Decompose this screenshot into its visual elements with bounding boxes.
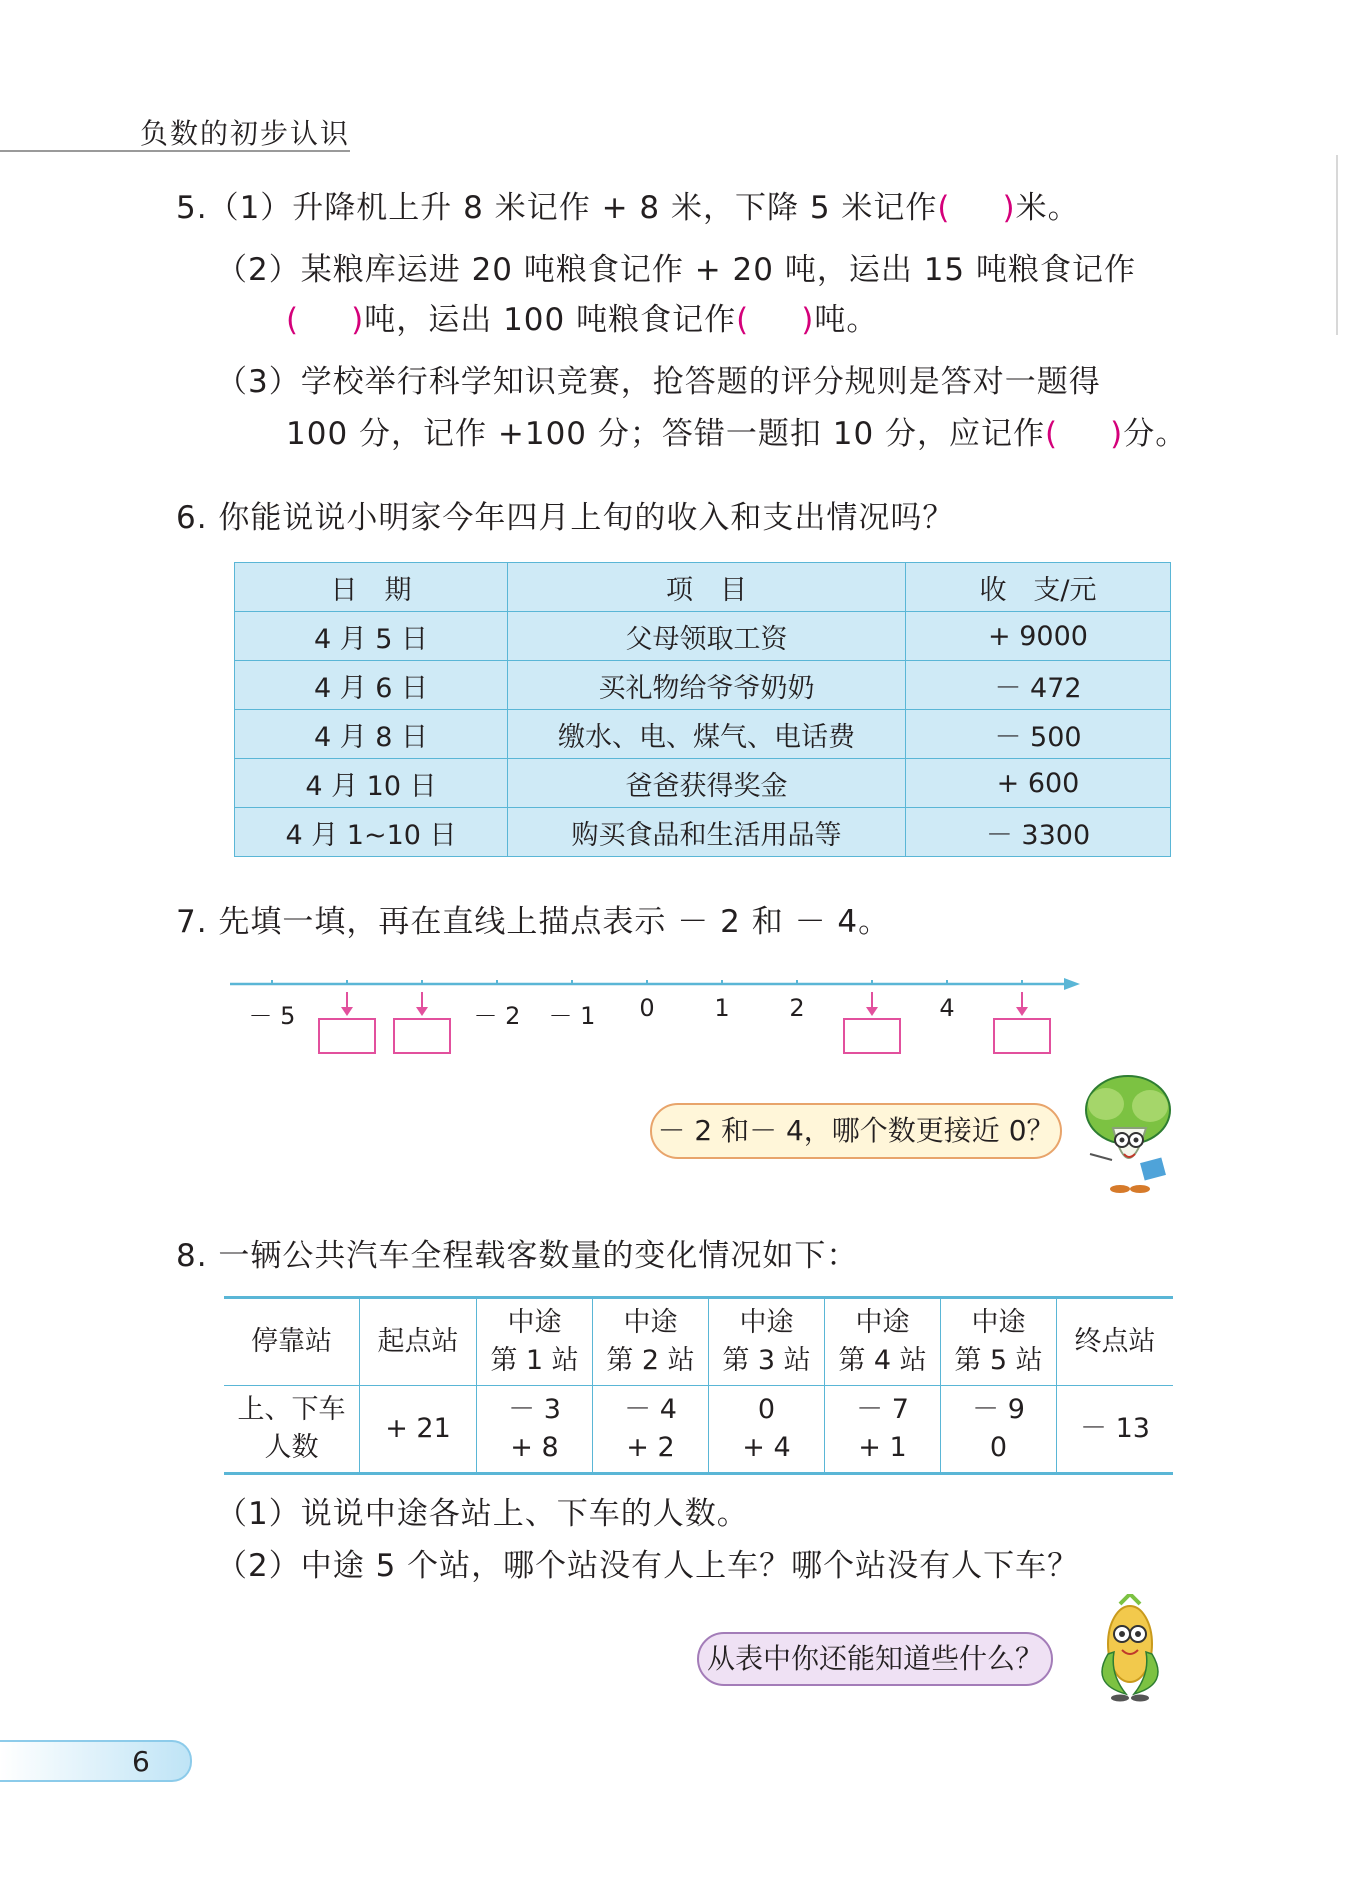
item-cell: 爸爸获得奖金 — [508, 759, 906, 808]
q7-title: 7. 先填一填，再在直线上描点表示 － 2 和 － 4。 — [176, 904, 891, 940]
number-line — [228, 970, 1088, 1000]
q5-part3-line2 — [286, 414, 1187, 454]
pink-arrow-icon — [1021, 992, 1023, 1008]
header-cell: 中途 第 3 站 — [709, 1298, 825, 1386]
blank-open-paren: ( — [1045, 416, 1059, 452]
amount-cell: － 3300 — [906, 808, 1171, 857]
header-cell: 中途 第 1 站 — [477, 1298, 593, 1386]
tick-label: － 1 — [548, 1002, 596, 1030]
q5-part2-line1: （2）某粮库运进 20 吨粮食记作 + 20 吨，运出 15 吨粮食记作 — [216, 252, 1137, 288]
value-cell: － 3 + 8 — [477, 1386, 593, 1474]
q5-part3-line1: （3）学校举行科学知识竞赛，抢答题的评分规则是答对一题得 — [216, 364, 1101, 400]
value-cell: + 21 — [360, 1386, 477, 1474]
fill-in-box[interactable] — [318, 1018, 376, 1054]
table-row — [235, 710, 1171, 759]
table-header-row — [235, 563, 1171, 612]
page-number: 6 — [132, 1745, 150, 1778]
q5-part1 — [176, 188, 1080, 228]
table-row — [224, 1386, 1173, 1474]
q8-sub2: （2）中途 5 个站，哪个站没有人上车？哪个站没有人下车？ — [216, 1548, 1080, 1584]
date-cell: 4 月 6 日 — [235, 661, 508, 710]
speech-bubble-question: 从表中你还能知道些什么？ — [697, 1632, 1053, 1686]
header-cell: 中途 第 2 站 — [593, 1298, 709, 1386]
header-cell: 中途 第 5 站 — [941, 1298, 1057, 1386]
header-cell: 日 期 — [235, 563, 508, 612]
date-cell: 4 月 1~10 日 — [235, 808, 508, 857]
header-rule — [0, 150, 350, 152]
amount-cell: － 500 — [906, 710, 1171, 759]
q5-part3-unit: 分。 — [1123, 416, 1188, 452]
blank-open-paren: ( — [286, 302, 300, 338]
blank-open-paren: ( — [937, 190, 951, 226]
value-cell: － 13 — [1057, 1386, 1174, 1474]
corn-mascot-icon — [1080, 1594, 1176, 1702]
margin-rule — [1336, 155, 1338, 335]
blank-close-paren: ) — [1110, 416, 1124, 452]
amount-cell: － 472 — [906, 661, 1171, 710]
running-header: 负数的初步认识 — [140, 117, 351, 150]
item-cell: 买礼物给爷爷奶奶 — [508, 661, 906, 710]
fill-in-box[interactable] — [393, 1018, 451, 1054]
q5-part1-text: 5.（1）升降机上升 8 米记作 + 8 米，下降 5 米记作 — [176, 190, 938, 226]
q5-part3-text: 100 分，记作 +100 分；答错一题扣 10 分，应记作 — [286, 416, 1046, 452]
header-cell: 项 目 — [508, 563, 906, 612]
blank-close-paren: ) — [1002, 190, 1016, 226]
tick-label: － 2 — [473, 1002, 521, 1030]
value-cell: － 4 + 2 — [593, 1386, 709, 1474]
header-cell: 收 支/元 — [906, 563, 1171, 612]
q5-part2-line2 — [286, 300, 878, 340]
table-row — [235, 759, 1171, 808]
blank-close-paren: ) — [351, 302, 365, 338]
header-cell: 停靠站 — [224, 1298, 360, 1386]
cabbage-mascot-icon — [1068, 1068, 1178, 1196]
q8-title: 8. 一辆公共汽车全程载客数量的变化情况如下： — [176, 1238, 859, 1274]
speech-bubble-hint: － 2 和－ 4，哪个数更接近 0？ — [650, 1103, 1062, 1159]
pink-arrow-icon — [871, 992, 873, 1008]
tick-label: － 5 — [248, 1002, 296, 1030]
date-cell: 4 月 8 日 — [235, 710, 508, 759]
value-cell: － 9 0 — [941, 1386, 1057, 1474]
item-cell: 缴水、电、煤气、电话费 — [508, 710, 906, 759]
amount-cell: + 600 — [906, 759, 1171, 808]
date-cell: 4 月 5 日 — [235, 612, 508, 661]
tick-label: 0 — [639, 994, 655, 1022]
number-line-arrow-icon — [1064, 978, 1080, 990]
income-expense-table — [234, 562, 1171, 857]
q8-sub1: （1）说说中途各站上、下车的人数。 — [216, 1496, 749, 1532]
table-row — [235, 661, 1171, 710]
table-row — [235, 612, 1171, 661]
header-cell: 中途 第 4 站 — [825, 1298, 941, 1386]
blank-close-paren: ) — [801, 302, 815, 338]
item-cell: 父母领取工资 — [508, 612, 906, 661]
item-cell: 购买食品和生活用品等 — [508, 808, 906, 857]
tick-label: 4 — [939, 994, 955, 1022]
fill-in-box[interactable] — [843, 1018, 901, 1054]
amount-cell: + 9000 — [906, 612, 1171, 661]
value-cell: － 7 + 1 — [825, 1386, 941, 1474]
header-cell: 终点站 — [1057, 1298, 1174, 1386]
q5-part2-text: 吨，运出 100 吨粮食记作 — [364, 302, 737, 338]
q5-part2-unit: 吨。 — [814, 302, 879, 338]
row-label-cell: 上、下车 人数 — [224, 1386, 360, 1474]
value-cell: 0 + 4 — [709, 1386, 825, 1474]
table-header-row — [224, 1298, 1173, 1386]
blank-open-paren: ( — [736, 302, 750, 338]
pink-arrow-icon — [346, 992, 348, 1008]
tick-label: 2 — [789, 994, 805, 1022]
header-cell: 起点站 — [360, 1298, 477, 1386]
date-cell: 4 月 10 日 — [235, 759, 508, 808]
q5-part1-unit: 米。 — [1015, 190, 1080, 226]
page-number-tab — [0, 1740, 192, 1782]
fill-in-box[interactable] — [993, 1018, 1051, 1054]
bus-passenger-table — [224, 1296, 1173, 1475]
table-row — [235, 808, 1171, 857]
tick-label: 1 — [714, 994, 730, 1022]
q6-title: 6. 你能说说小明家今年四月上旬的收入和支出情况吗？ — [176, 500, 955, 536]
pink-arrow-icon — [421, 992, 423, 1008]
